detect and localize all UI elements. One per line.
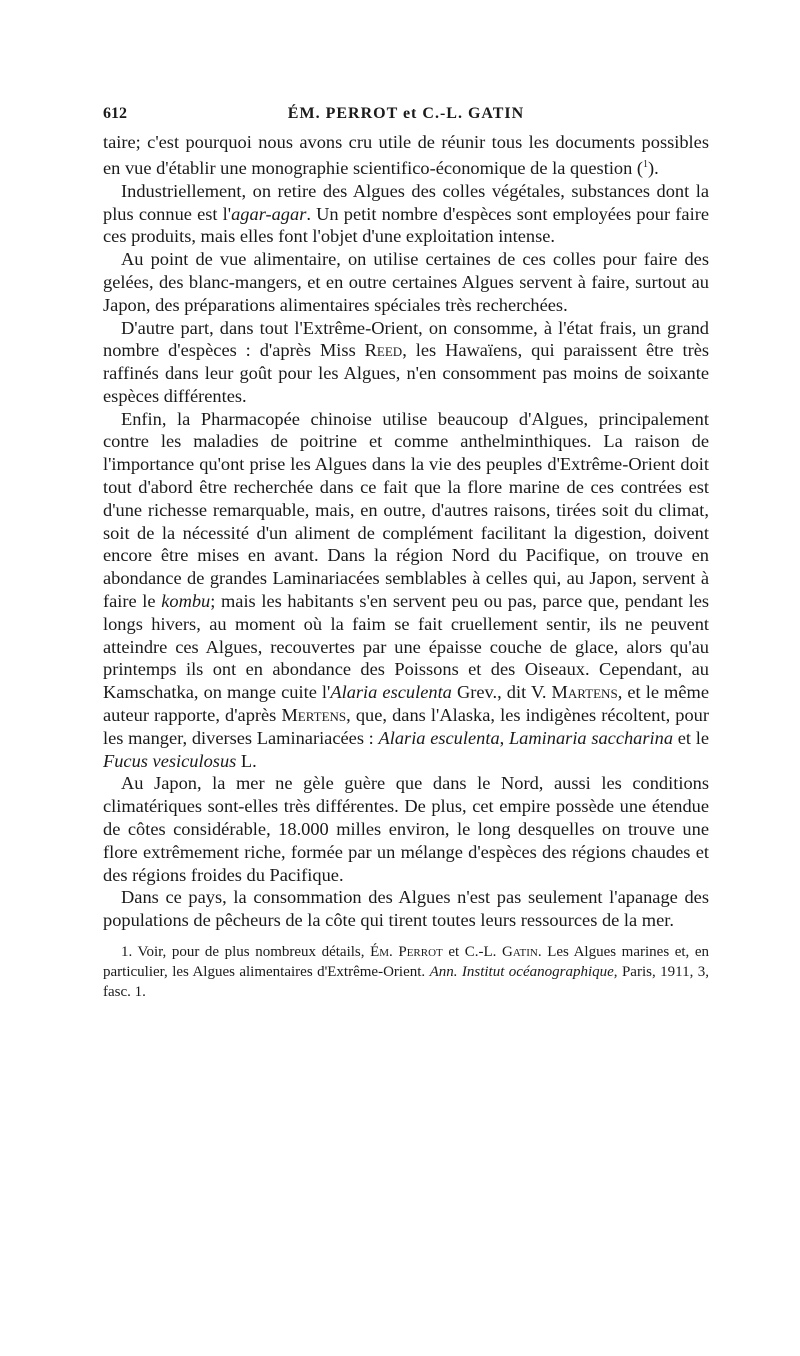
text: Industriellement, on retire des Algues des colles végétales, substances dont la plus connue est l' <box>103 180 709 224</box>
paragraph-5 <box>103 408 709 773</box>
text: Grev., dit V. <box>451 682 552 703</box>
footnote <box>103 942 709 1002</box>
running-title: ÉM. PERROT et C.-L. GATIN <box>287 105 525 122</box>
text: ; mais les habitants s'en servent peu ou pas, parce que, pendant les longs hivers, au moment où la faim se fait cruellement sentir, ils ne peuvent atteindre ces Algues, recouvertes par une épaisse couche de glace, alors qu'au printemps ils ont en abondance des Poissons et des Oiseaux. Cependant, au Kamschatka, on mange cuite l' <box>103 591 710 703</box>
species-name: Laminaria saccharina <box>508 727 674 748</box>
journal-title: Ann. Institut océanographique <box>429 964 614 981</box>
text: . Un petit nombre d'espèces sont employées pour faire ces produits, mais elles font l'objet d'une exploitation intense. <box>103 203 709 247</box>
paragraph-3: Au point de vue alimentaire, on utilise certaines de ces colles pour faire des gelées, des blanc-mangers, et en outre certaines Algues servent à faire, surtout au Japon, des préparations alimentaires spéciales très recherchées. <box>103 249 709 315</box>
paragraph-4 <box>103 317 709 408</box>
text: D'autre part, dans tout l'Extrême-Orient, on consomme, à l'état frais, un grand nombre d'espèces : d'après Miss <box>103 317 709 361</box>
text: , les Hawaïens, qui paraissent être très raffinés dans leur goût pour les Algues, n'en consomment pas moins de soixante espèces différentes. <box>103 340 710 406</box>
term-italic: kombu <box>161 591 211 612</box>
text: , et le même auteur rapporte, d'après <box>103 682 709 726</box>
body-text <box>103 131 709 1002</box>
paragraph-7: Dans ce pays, la consommation des Algues n'est pas seulement l'apanage des populations de pêcheurs de la côte qui tirent toutes leurs ressources de la mer. <box>103 887 709 931</box>
text: , Paris, 1911, 3, fasc. 1. <box>103 964 709 1001</box>
author-name: Mertens <box>281 705 347 726</box>
species-name: Alaria esculenta <box>330 682 452 703</box>
text: 1. Voir, pour de plus nombreux détails, <box>121 944 371 961</box>
text: taire; c'est pourquoi nous avons cru utile de réunir tous les documents possibles en vue d'établir une monographie scientifico-économique de la question ( <box>103 132 709 178</box>
species-name: Alaria esculenta <box>378 727 500 748</box>
text: ). <box>648 157 659 178</box>
author-name: Martens <box>551 682 618 703</box>
author-name: C.-L. Gatin <box>464 944 538 961</box>
text: , que, dans l'Alaska, les indigènes récoltent, pour les manger, diverses Laminariacées : <box>103 705 709 748</box>
page-header <box>103 105 709 131</box>
paragraph-6: Au Japon, la mer ne gèle guère que dans le Nord, aussi les conditions climatériques sont-elles très différentes. De plus, cet empire possède une étendue de côtes considérable, 18.000 milles environ, le long desquelles on trouve une flore extrêmement riche, formée par un mélange d'espèces des régions chaudes et des régions froides du Pacifique. <box>103 773 709 885</box>
paragraph-1 <box>103 131 709 180</box>
page <box>103 105 709 1002</box>
text: . Les Algues marines et, en particulier, les Algues alimentaires d'Extrême-Orient. <box>103 944 710 981</box>
paragraph-2 <box>103 180 709 248</box>
text: , <box>499 727 509 748</box>
text: L. <box>236 750 257 771</box>
author-name: Reed <box>364 340 403 361</box>
species-name: Fucus vesiculosus <box>103 750 237 771</box>
footnote-ref: 1 <box>643 158 649 170</box>
text: et <box>442 944 465 961</box>
author-name: Ém. Perrot <box>370 944 443 961</box>
text: Enfin, la Pharmacopée chinoise utilise beaucoup d'Algues, principalement contre les maladies de poitrine et comme anthelminthiques. La raison de l'importance qu'ont prise les Algues dans la vie des peuples d'Extrême-Orient doit tout d'abord être recherchée dans ce fait que la flore marine de ces contrées est d'une richesse remarquable, mais, en outre, d'autres raisons, tirées soit du climat, soit de la nécessité d'un aliment de complément facilitant la digestion, doivent encore être mises en avant. Dans la région Nord du Pacifique, on trouve en abondance de grandes Laminariacées semblables à celles qui, au Japon, servent à faire le <box>103 408 709 612</box>
term-italic: agar-agar <box>231 203 307 224</box>
text: et le <box>673 727 709 748</box>
page-number: 612 <box>103 105 127 122</box>
